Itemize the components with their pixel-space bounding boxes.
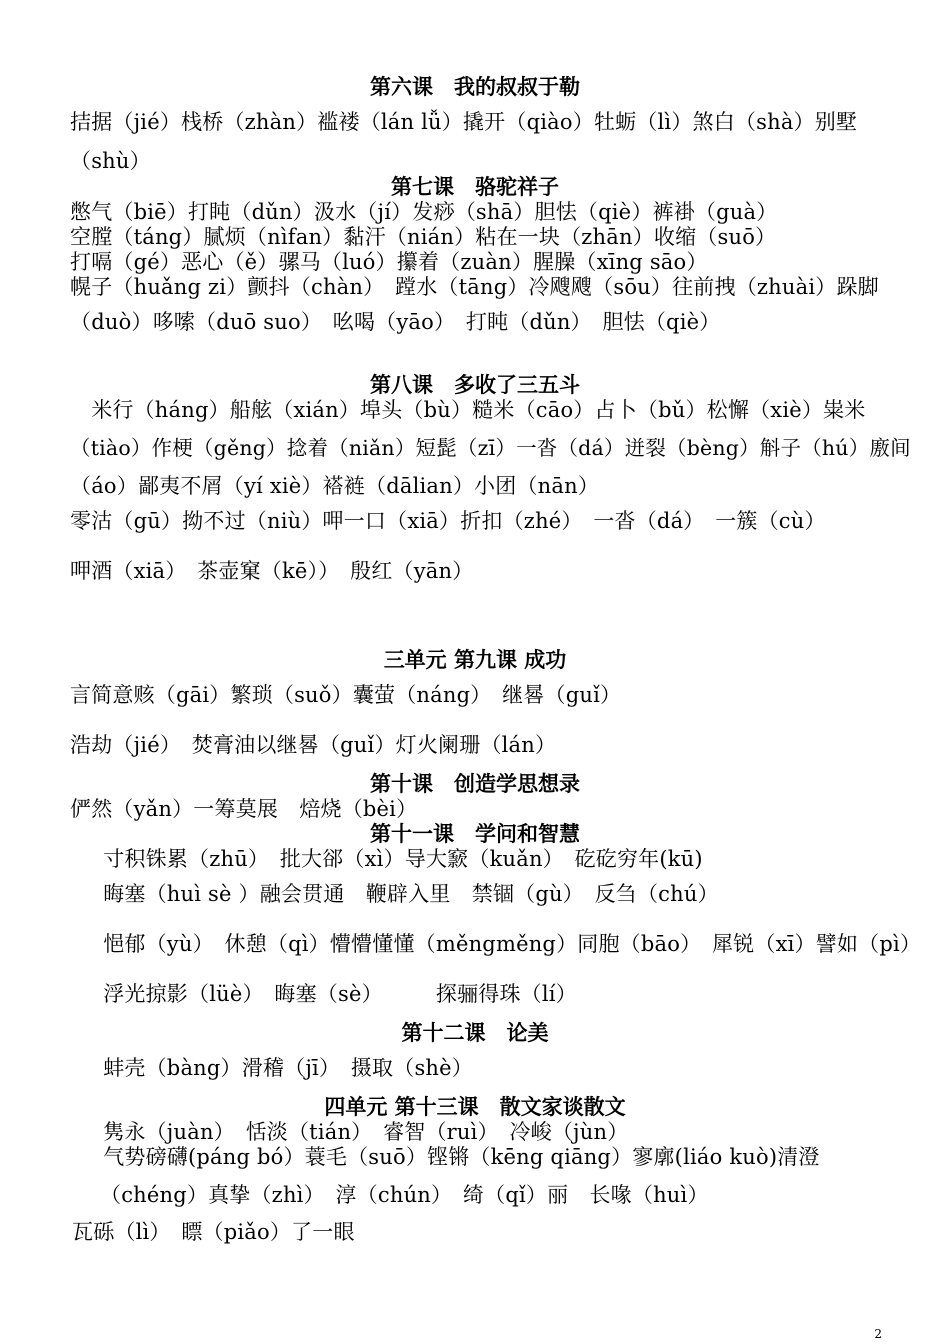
lesson-13-line-3: （chéng）真挚（zhì） 淳（chún） 绮（qǐ）丽 长喙（huì） <box>100 1183 709 1207</box>
lesson-6-title: 第六课 我的叔叔于勒 <box>370 74 580 99</box>
lesson-8-line-2: （tiào）作梗（gěng）捻着（niǎn）短髭（zī）一沓（dá）迸裂（bèng）斛子（hú）廒间 <box>70 436 911 460</box>
lesson-13-line-2: 气势磅礴(páng bó）蓑毛（suō）铿锵（kēng qiāng）寥廓(liáo kuò)清澄 <box>82 1145 820 1169</box>
lesson-7-line-4: 幌子（huǎng zi）颤抖（chàn） 蹚水（tāng）冷飕飕（sōu）往前拽（zhuài）跺脚 <box>70 275 879 299</box>
lesson-12-title: 第十二课 论美 <box>401 1020 549 1045</box>
lesson-8-line-5: 呷酒（xiā） 茶壶窠（kē）） 殷红（yān） <box>70 559 474 583</box>
lesson-11-line-1: 寸积铢累（zhū） 批大郤（xì）导大窾（kuǎn） 矻矻穷年(kū) <box>82 847 703 871</box>
lesson-10-line-1: 俨然（yǎn）一筹莫展 焙烧（bèi） <box>70 797 418 821</box>
lesson-8-title: 第八课 多收了三五斗 <box>370 372 580 397</box>
lesson-8-line-4: 零沽（gū）拗不过（niù）呷一口（xiā）折扣（zhé） 一沓（dá） 一簇（cù） <box>70 509 826 533</box>
lesson-8-line-1: 米行（háng）船舷（xián）埠头（bù）糙米（cāo）占卜（bǔ）松懈（xiè）粜米 <box>70 398 866 422</box>
lesson-11-line-3: 悒郁（yù） 休憩（qì）懵懵懂懂（měngměng）同胞（bāo） 犀锐（xī）譬如（pì） <box>82 932 922 956</box>
lesson-7-title: 第七课 骆驼祥子 <box>391 174 559 199</box>
lesson-7-line-1: 憋气（biē）打盹（dǔn）汲水（jí）发痧（shā）胆怯（qiè）裤褂（guà） <box>70 200 778 224</box>
lesson-7-line-3: 打嗝（gé）恶心（ě）骡马（luó）攥着（zuàn）腥臊（xīng sāo） <box>70 250 708 274</box>
lesson-13-line-1: 隽永（juàn） 恬淡（tián） 睿智（ruì） 冷峻（jùn） <box>82 1120 629 1144</box>
lesson-11-line-2: 晦塞（huì sè ）融会贯通 鞭辟入里 禁锢（gù） 反刍（chú） <box>82 882 719 906</box>
lesson-8-line-3: （áo）鄙夷不屑（yí xiè）褡裢（dālian）小团（nān） <box>70 474 600 498</box>
lesson-9-line-2: 浩劫（jié） 焚膏油以继晷（guǐ）灯火阑珊（lán） <box>70 733 557 757</box>
lesson-11-line-4: 浮光掠影（lüè） 晦塞（sè） 探骊得珠（lí） <box>82 982 577 1006</box>
lesson-7-line-2: 空膛（táng）腻烦（nìfan）黏汗（nián）粘在一块（zhān）收缩（suō） <box>70 225 777 249</box>
lesson-9-title: 三单元 第九课 成功 <box>383 647 567 672</box>
page-number: 2 <box>874 1327 882 1341</box>
lesson-7-line-5: （duò）哆嗦（duō suo） 吆喝（yāo） 打盹（dǔn） 胆怯（qiè） <box>70 310 721 334</box>
lesson-6-line-2: （shù） <box>70 149 151 173</box>
lesson-6-line-1: 拮据（jié）栈桥（zhàn）褴褛（lán lǚ）撬开（qiào）牡蛎（lì）煞白（shà）别墅 <box>70 110 858 134</box>
lesson-12-line-1: 蚌壳（bàng）滑稽（jī） 摄取（shè） <box>82 1056 473 1080</box>
lesson-10-title: 第十课 创造学思想录 <box>370 771 580 796</box>
lesson-11-title: 第十一课 学问和智慧 <box>370 821 580 846</box>
lesson-9-line-1: 言简意赅（gāi）繁琐（suǒ）囊萤（náng） 继晷（guǐ） <box>70 683 622 707</box>
lesson-13-title: 四单元 第十三课 散文家谈散文 <box>324 1094 626 1119</box>
lesson-13-line-4: 瓦砾（lì） 瞟（piǎo）了一眼 <box>72 1220 355 1244</box>
